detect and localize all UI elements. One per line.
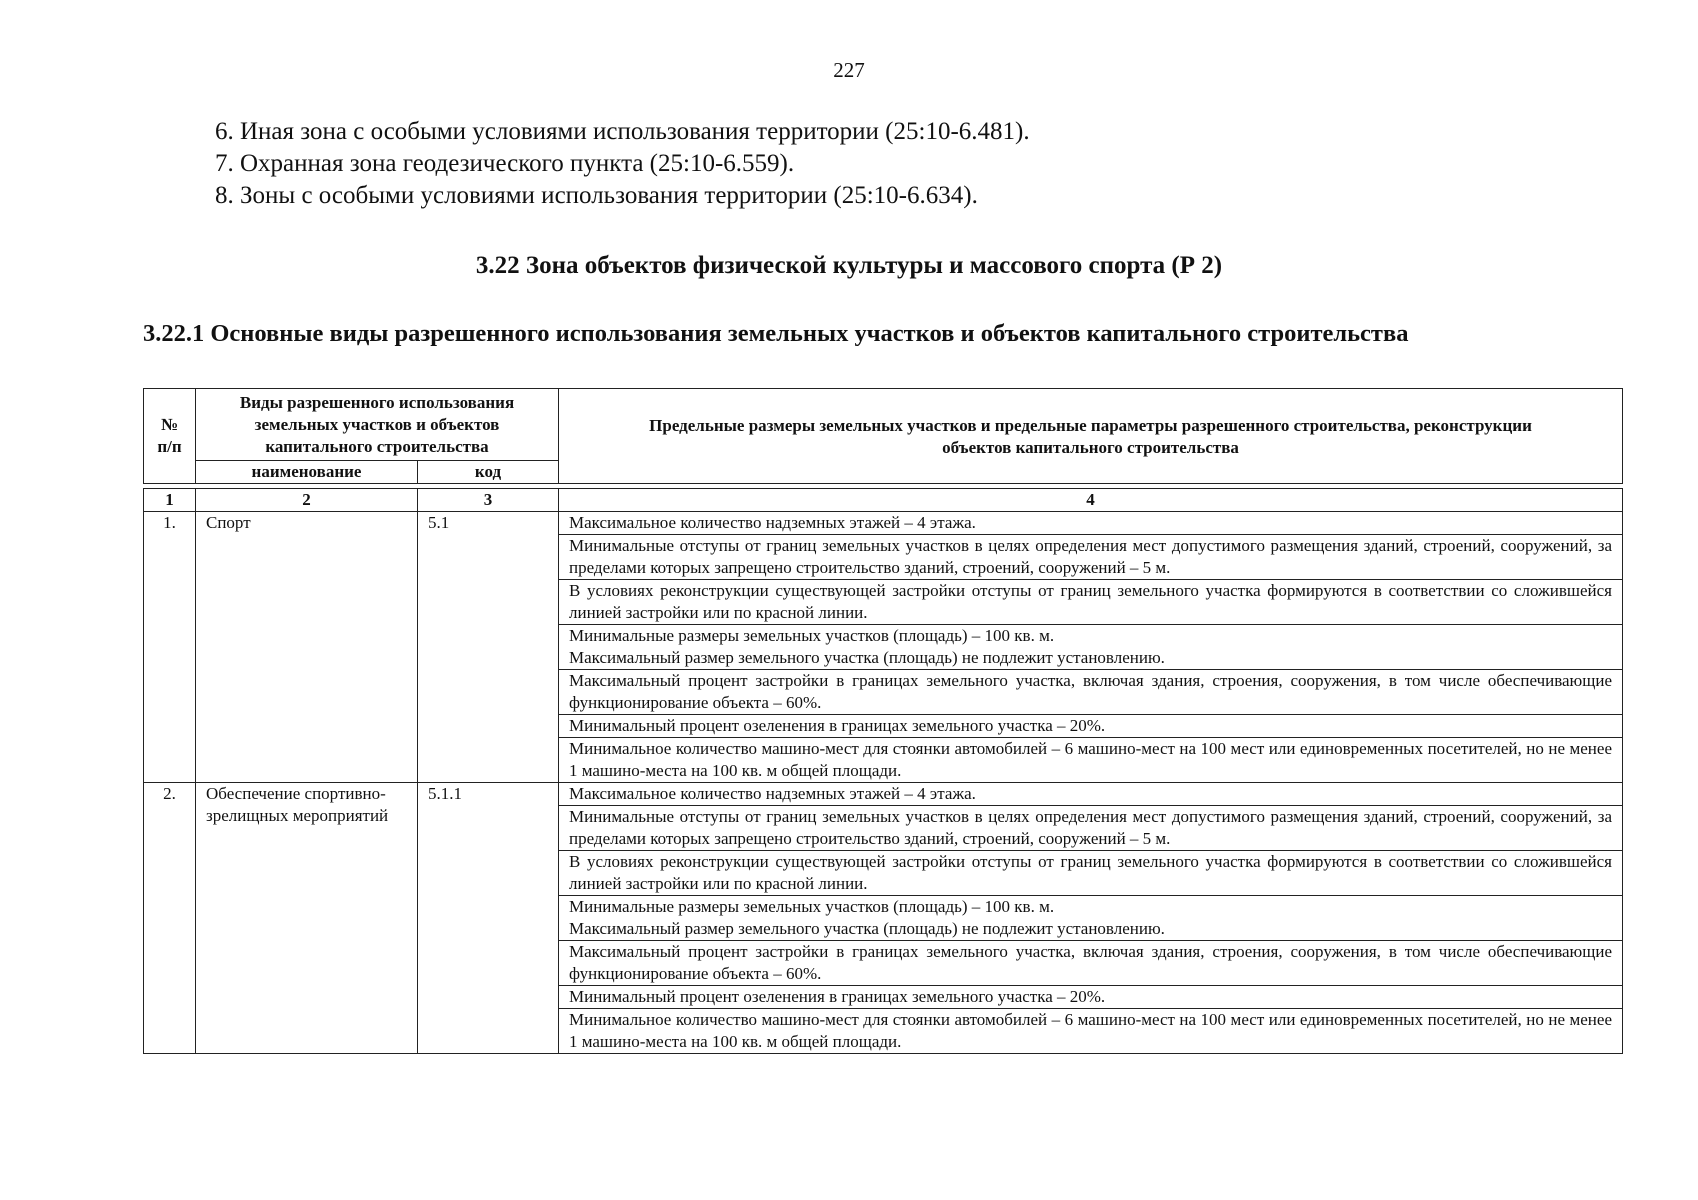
column-number: 4	[559, 489, 1623, 512]
row-use-code: 5.1.1	[418, 783, 559, 1054]
header-name: наименование	[196, 461, 418, 484]
zone-list-item: 8. Зоны с особыми условиями использования территории (25:10-6.634).	[215, 182, 978, 209]
column-numbering-row	[144, 489, 1623, 512]
zone-list	[215, 116, 1030, 212]
row-parameter: Максимальное количество надземных этажей – 4 этажа.	[559, 783, 1623, 806]
subsection-heading: 3.22.1 Основные виды разрешенного использования земельных участков и объектов капитального строительства	[143, 320, 1409, 347]
row-parameter: В условиях реконструкции существующей застройки отступы от границ земельного участка формируются в соответствии со сложившейся линией застройки или по красной линии.	[559, 580, 1623, 625]
header-kinds: Виды разрешенного использования земельных участков и объектов капитального строительства	[196, 389, 559, 461]
table-header	[143, 388, 1623, 484]
row-use-code: 5.1	[418, 512, 559, 783]
row-parameter	[559, 896, 1623, 941]
row-use-name: Спорт	[196, 512, 418, 783]
column-number: 3	[418, 489, 559, 512]
table-row	[144, 512, 1623, 535]
column-number: 2	[196, 489, 418, 512]
row-parameter: Максимальное количество надземных этажей – 4 этажа.	[559, 512, 1623, 535]
row-number: 1.	[144, 512, 196, 783]
row-parameter: Минимальные отступы от границ земельных участков в целях определения мест допустимого размещения зданий, строений, сооружений, за пределами которых запрещено строительство зданий, строений, сооружений – 5 м.	[559, 535, 1623, 580]
row-parameter: Минимальный процент озеленения в границах земельного участка – 20%.	[559, 715, 1623, 738]
section-heading: 3.22 Зона объектов физической культуры и массового спорта (Р 2)	[475, 252, 1223, 279]
zone-list-item: 7. Охранная зона геодезического пункта (25:10-6.559).	[215, 150, 795, 177]
row-parameter: Минимальный процент озеленения в границах земельного участка – 20%.	[559, 986, 1623, 1009]
row-parameter-line: Максимальный размер земельного участка (площадь) не подлежит установлению.	[569, 648, 1165, 667]
zone-list-item: 6. Иная зона с особыми условиями использования территории (25:10-6.481).	[215, 118, 1030, 145]
row-parameter: Минимальное количество машино-мест для стоянки автомобилей – 6 машино-мест на 100 мест или единовременных посетителей, но не менее 1 машино-места на 100 кв. м общей площади.	[559, 1009, 1623, 1054]
row-parameter: Максимальный процент застройки в границах земельного участка, включая здания, строения, сооружения, в том числе обеспечивающие функционирование объекта – 60%.	[559, 670, 1623, 715]
page-number: 227	[833, 58, 865, 82]
row-parameter-line: Максимальный размер земельного участка (площадь) не подлежит установлению.	[569, 919, 1165, 938]
column-number: 1	[144, 489, 196, 512]
table-row	[144, 783, 1623, 806]
row-parameter: В условиях реконструкции существующей застройки отступы от границ земельного участка формируются в соответствии со сложившейся линией застройки или по красной линии.	[559, 851, 1623, 896]
row-parameter-line: Минимальные размеры земельных участков (площадь) – 100 кв. м.	[569, 626, 1055, 645]
row-use-name: Обеспечение спортивно-зрелищных мероприятий	[196, 783, 418, 1054]
row-number: 2.	[144, 783, 196, 1054]
row-parameter: Минимальное количество машино-мест для стоянки автомобилей – 6 машино-мест на 100 мест или единовременных посетителей, но не менее 1 машино-места на 100 кв. м общей площади.	[559, 738, 1623, 783]
row-parameter: Максимальный процент застройки в границах земельного участка, включая здания, строения, сооружения, в том числе обеспечивающие функционирование объекта – 60%.	[559, 941, 1623, 986]
header-num: № п/п	[144, 389, 196, 484]
header-code: код	[418, 461, 559, 484]
row-parameter: Минимальные отступы от границ земельных участков в целях определения мест допустимого размещения зданий, строений, сооружений, за пределами которых запрещено строительство зданий, строений, сооружений – 5 м.	[559, 806, 1623, 851]
table-body	[143, 488, 1623, 1054]
header-limits: Предельные размеры земельных участков и предельные параметры разрешенного строительства, реконструкции объектов капитального строительства	[559, 389, 1623, 484]
row-parameter-line: Минимальные размеры земельных участков (площадь) – 100 кв. м.	[569, 897, 1055, 916]
row-parameter	[559, 625, 1623, 670]
